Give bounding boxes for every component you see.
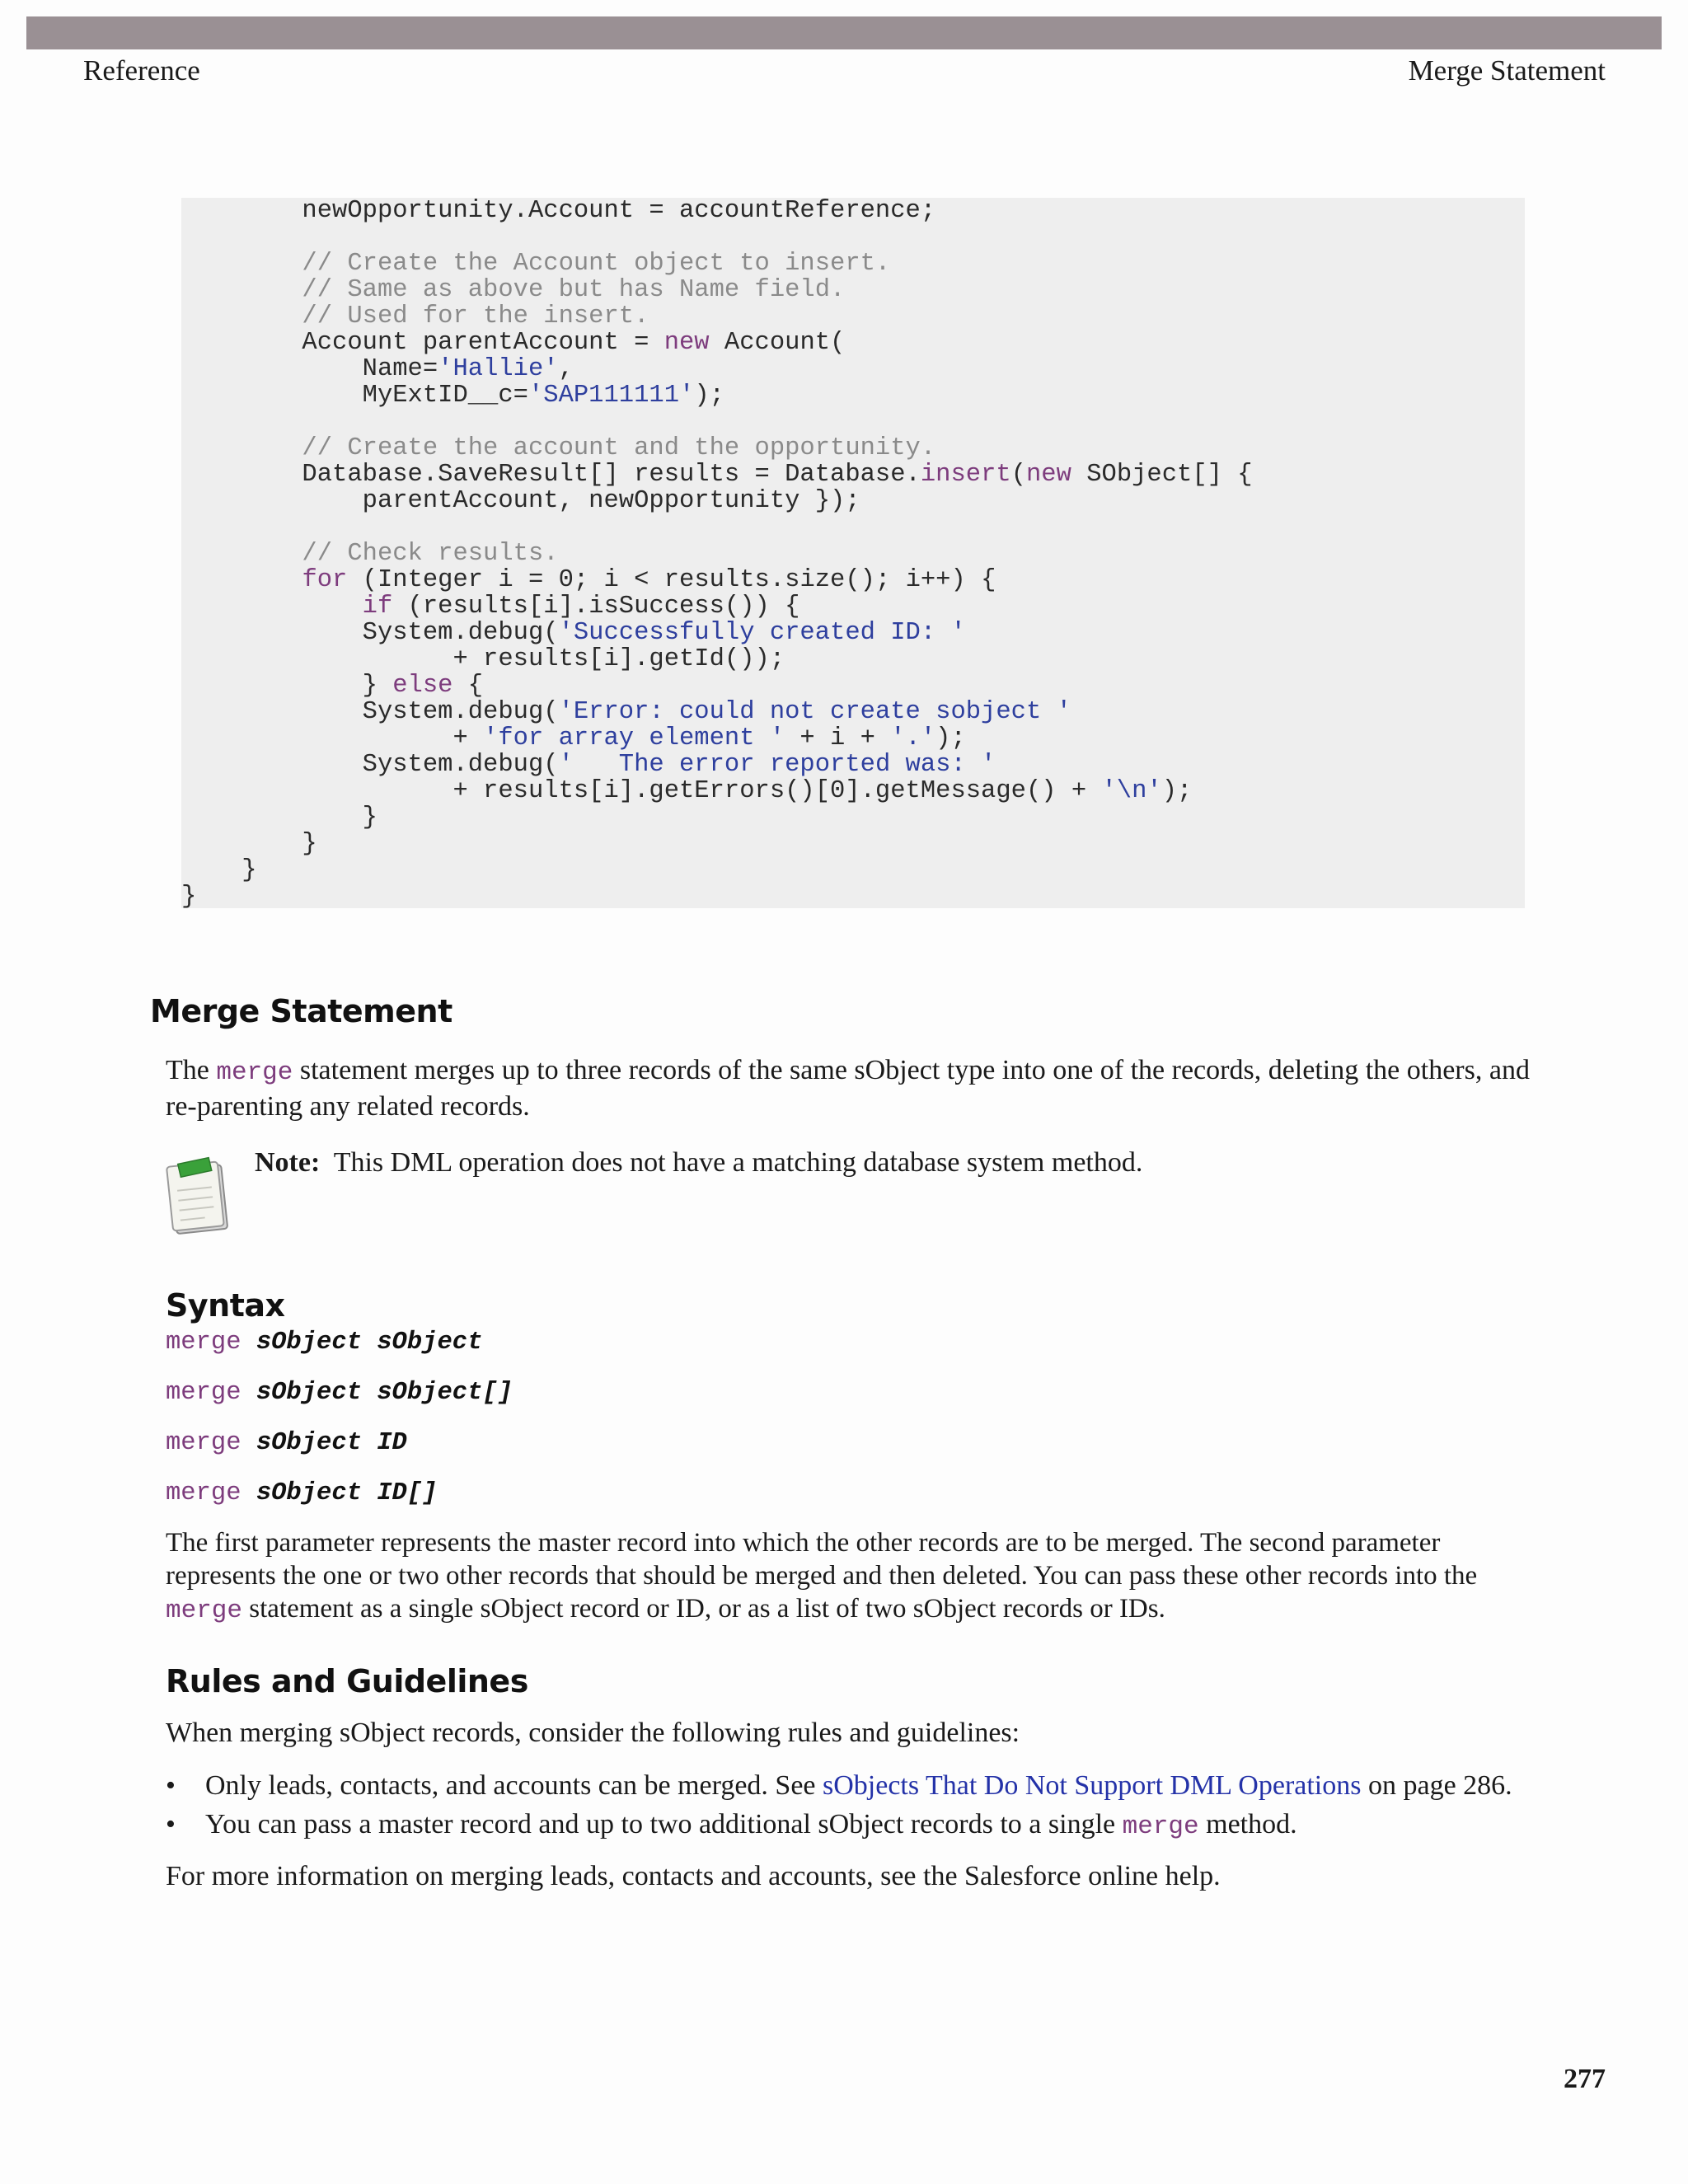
code-line: // Check results.: [181, 540, 559, 568]
header-bar: [26, 16, 1662, 49]
code-line: // Used for the insert.: [181, 302, 649, 330]
syntax-line: merge sObject sObject: [166, 1329, 483, 1357]
code-line: // Same as above but has Name field.: [181, 276, 846, 304]
note-text: Note: This DML operation does not have a matching database system method.: [255, 1147, 1143, 1178]
code-line: System.debug('Error: could not create sobject ': [181, 698, 1071, 726]
code-line: if (results[i].isSuccess()) {: [362, 593, 800, 621]
code-line: }: [181, 804, 377, 832]
note-icon: [165, 1155, 234, 1238]
section-title: Merge Statement: [150, 993, 452, 1029]
inline-code: merge: [166, 1596, 243, 1625]
running-header-right: Merge Statement: [1408, 54, 1606, 87]
code-line: }: [181, 856, 257, 884]
code-line: Name='Hallie',: [181, 355, 574, 383]
rules-outro: For more information on merging leads, contacts and accounts, see the Salesforce online help.: [166, 1861, 1221, 1891]
code-line: // Create the account and the opportunity.: [181, 434, 936, 462]
rules-heading: Rules and Guidelines: [166, 1663, 528, 1699]
page-number: 277: [1564, 2064, 1606, 2094]
section-intro: The merge statement merges up to three records of the same sObject type into one of the records, deleting the others, and re-parenting any related records.: [166, 1055, 1530, 1122]
code-line: + results[i].getId());: [181, 645, 785, 673]
code-line: System.debug(' The error reported was: ': [181, 751, 996, 779]
syntax-description: The first parameter represents the master record into which the other records are to be merged. The second parameter represents the one or two other records that should be merged and then deleted. You can pass these other records into the merge statement as a single sObject record or ID, or as a list of two sObject records or IDs.: [166, 1528, 1478, 1625]
inline-code: merge: [1122, 1812, 1199, 1841]
syntax-line: merge sObject ID: [166, 1429, 407, 1457]
code-line: parentAccount, newOpportunity });: [181, 487, 860, 515]
code-line: Account parentAccount = new Account(: [181, 329, 846, 357]
running-header-left: Reference: [83, 54, 200, 87]
code-line: + results[i].getErrors()[0].getMessage() + '\n');: [181, 777, 1193, 805]
code-line: }: [181, 883, 197, 908]
code-line: }: [181, 830, 317, 858]
syntax-heading: Syntax: [166, 1287, 285, 1324]
code-line: System.debug('Successfully created ID: ': [181, 619, 966, 647]
code-line: Database.SaveResult[] results = Database.insert(new SObject[] {: [181, 461, 1253, 489]
code-line: MyExtID__c='SAP111111');: [181, 382, 724, 410]
inline-code: merge: [216, 1058, 293, 1087]
code-line: newOpportunity.Account = accountReference;: [181, 198, 936, 225]
code-line: + 'for array element ' + i + '.');: [181, 724, 966, 752]
code-line: for (Integer i = 0; i < results.size(); i++) {: [302, 566, 996, 594]
syntax-line: merge sObject sObject[]: [166, 1379, 513, 1407]
rules-intro: When merging sObject records, consider the following rules and guidelines:: [166, 1718, 1020, 1748]
cross-reference-link[interactable]: sObjects That Do Not Support DML Operations: [823, 1770, 1362, 1801]
code-line: // Create the Account object to insert.: [181, 250, 891, 278]
code-block: [181, 198, 1525, 908]
syntax-line: merge sObject ID[]: [166, 1479, 438, 1507]
code-line: } else {: [181, 672, 484, 700]
